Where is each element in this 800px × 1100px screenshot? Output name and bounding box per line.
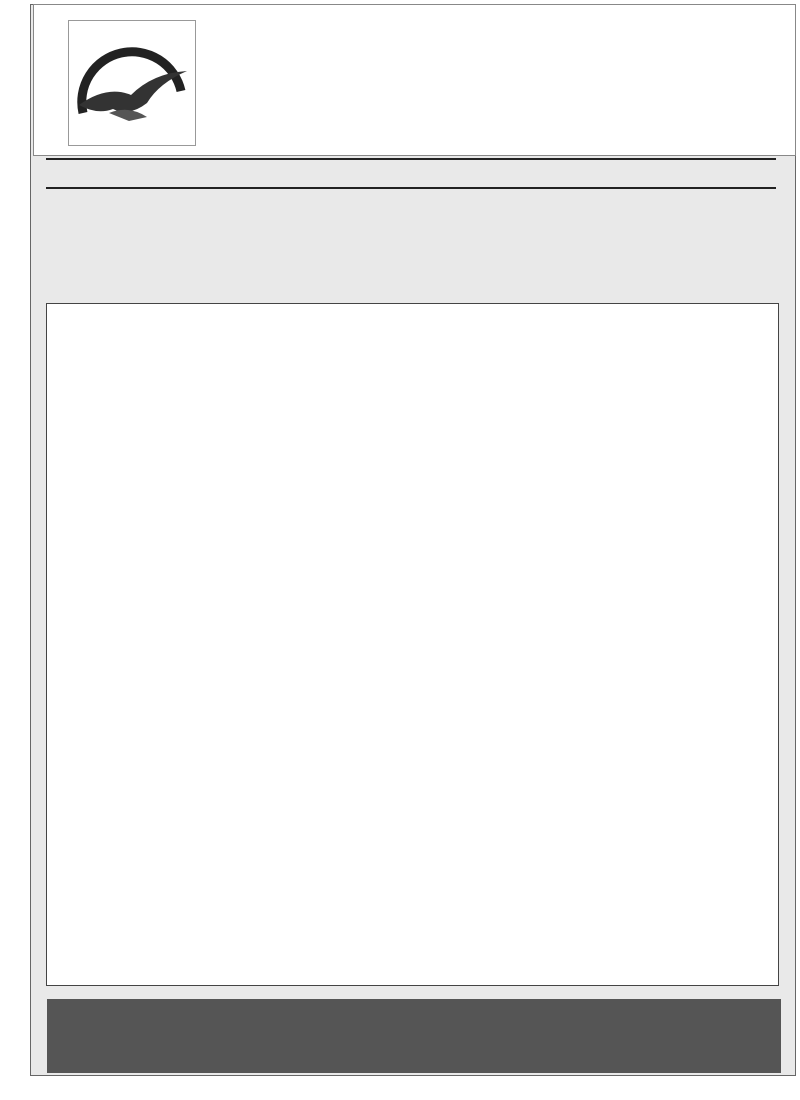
company-logo xyxy=(68,20,196,146)
company-row xyxy=(46,165,102,181)
divider-top xyxy=(46,158,776,160)
footer-banner xyxy=(47,999,781,1073)
bird-logo-icon xyxy=(69,21,195,145)
divider-bottom xyxy=(46,187,776,189)
price-table xyxy=(46,303,779,986)
